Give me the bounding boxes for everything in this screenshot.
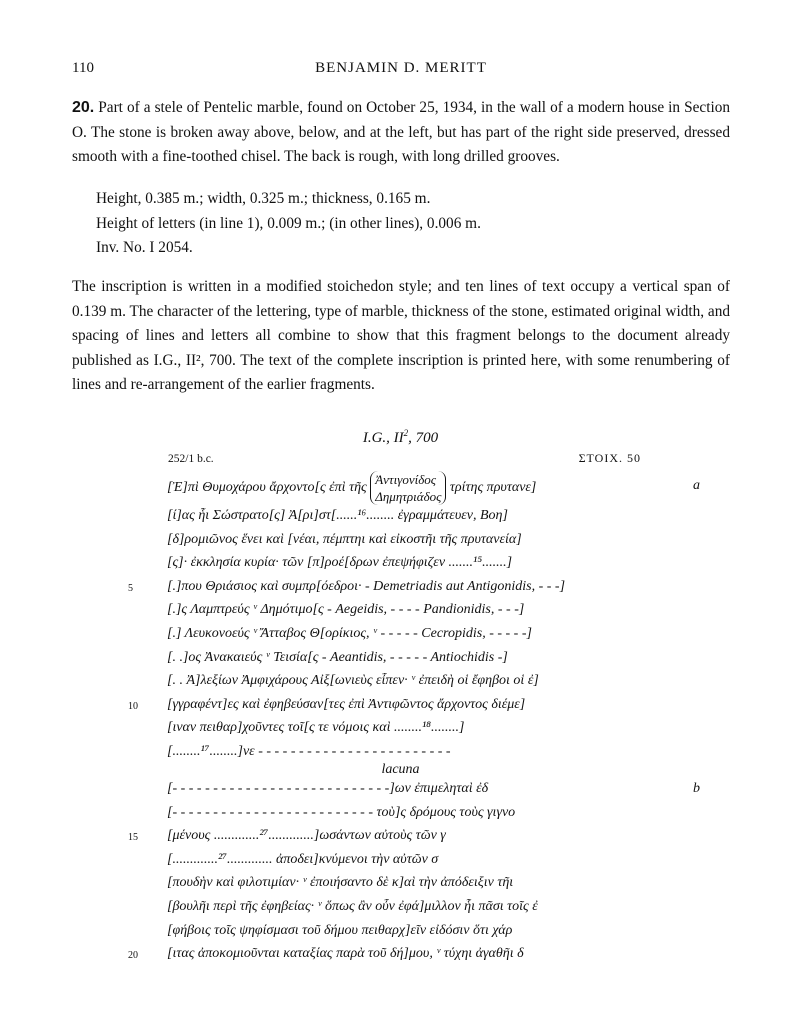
inscription-line: [μένους .............²⁷.............]ωσάντων αὐτοὺς τῶν γ xyxy=(167,828,446,844)
brace-alternatives xyxy=(370,471,446,505)
intro-text: Part of a stele of Pentelic marble, found on October 25, 1934, in the wall of a modern house in Section O. The stone is broken away above, below, and at the left, but has part of the right side preserved, dressed smooth with a fine-toothed chisel. The back is rough, with long drilled grooves. xyxy=(72,99,730,165)
fragment-label: b xyxy=(693,781,700,796)
inscription-line: [βουλῆι περὶ τῆς ἐφηβείας· ᵛ ὅπως ἂν οὖν ἐφά]μιλλον ἧι πᾶσι τοῖς ἐ xyxy=(167,899,538,914)
inscription-line: [........¹⁷........]νε - - - - - - - - - - - - - - - - - - - - - - - - xyxy=(167,744,451,759)
inscription-line: [.]που Θριάσιος καὶ συμπρ[όεδροι· - Demetriadis aut Antigonidis, - - -] xyxy=(167,578,566,594)
inscription-line: [.............²⁷............. ἀποδει]κνύμενοι τὴν αὐτῶν σ xyxy=(167,851,439,867)
discussion-paragraph: The inscription is written in a modified stoichedon style; and ten lines of text occupy a vertical span of 0.139 m. The character of the lettering, type of marble, thickness of the stone, estimated original width, and spacing of lines and letters all combine to show that this fragment belongs to the document already published as I.G., II², 700. The text of the complete inscription is printed here, with some renumbering of lines and re-arrangement of the earlier fragments. xyxy=(72,278,730,393)
inscription-line: [ιναν πειθαρ]χοῦντες τοῖ[ς τε νόμοις καὶ ........¹⁸........] xyxy=(167,720,465,736)
measurement-inventory: Inv. No. I 2054. xyxy=(96,239,193,256)
page-header xyxy=(72,60,730,82)
measurement-dimensions: Height, 0.385 m.; width, 0.325 m.; thickness, 0.165 m. xyxy=(96,190,431,207)
line-number: 5 xyxy=(128,582,133,594)
inscription-date: 252/1 b.c. xyxy=(168,453,214,465)
inscription-line: [. .]ος Ἀνακαιεύς ᵛ Τεισία[ς - Aeantidis, - - - - - Antiochidis -] xyxy=(167,649,508,665)
inscription-line: [ί]ας ἧι Σώστρατο[ς] Ἀ[ρι]στ[......¹⁶........ ἐγραμμάτευεν, Βοη] xyxy=(167,508,508,523)
inscription-line: [πουδὴν καὶ φιλοτιμίαν· ᵛ ἐποιήσαντο δὲ κ]αὶ τὴν ἀπόδειξιν τῆι xyxy=(167,875,514,891)
line-number: 10 xyxy=(128,700,138,712)
brace-top: Ἀντιγονίδος xyxy=(375,471,437,487)
inscription-line: [δ]ρομιῶνος ἕνει καὶ [νέαι, πέμπτηι καὶ εἰκοστῆι τῆς πρυτανεία] xyxy=(167,531,522,547)
inscription-title xyxy=(0,428,801,447)
inscription-line: [γγραφέντ]ες καὶ ἐφηβεύσαν[τες ἐπὶ Ἀντιφῶντος ἄρχοντος διέμε] xyxy=(167,696,526,712)
line-number: 20 xyxy=(128,950,138,962)
inscription-line: [φήβοις τοῖς ψηφίσμασι τοῦ δήμου πειθαρχ]εῖν εἰδόσιν ὅτι χάρ xyxy=(167,922,513,938)
title-superscript: 2 xyxy=(403,428,409,438)
title-end: , 700 xyxy=(408,430,439,446)
line1-end: τρίτης πρυτανε] xyxy=(449,480,537,495)
fragment-a-label: a xyxy=(693,478,700,493)
intro-paragraph xyxy=(72,96,730,170)
inscription-line-1 xyxy=(167,470,642,506)
inscription-line: [. . Ἀ]λεξίων Ἀμφιχάρους Αἰξ[ωνιεὺς εἶπεν· ᵛ ἐπειδὴ οἱ ἔφηβοι οἱ ἐ] xyxy=(167,673,539,689)
title-main: I.G., II xyxy=(362,430,404,446)
page-number: 110 xyxy=(72,60,94,76)
lacuna-label: lacuna xyxy=(381,762,420,777)
running-title: BENJAMIN D. MERITT xyxy=(315,60,487,76)
line1-start: [Ἐ]πὶ Θυμοχάρου ἄρχοντο[ς ἐπὶ τῆς xyxy=(167,480,367,495)
line-number: 15 xyxy=(128,832,138,844)
inscription-line: [- - - - - - - - - - - - - - - - - - - - - - - - - τοὺ]ς δρόμους τοὺς γιγνο xyxy=(167,804,516,820)
inscription-line: [.] Λευκονοεύς ᵛ Ἄτταβος Θ[ορίκιος, ᵛ - - - - - Cecropidis, - - - - -] xyxy=(167,626,532,641)
measurement-letters: Height of letters (in line 1), 0.009 m.; (in other lines), 0.006 m. xyxy=(96,215,481,232)
item-number: 20. xyxy=(72,99,95,116)
stoichedon-label: ΣΤΟΙΧ. 50 xyxy=(578,451,641,465)
inscription-line: [ιτας ἀποκομιοῦνται καταξίας παρὰ τοῦ δή]μου, ᵛ τύχηι ἀγαθῆι δ xyxy=(167,946,524,962)
inscription-line: [- - - - - - - - - - - - - - - - - - - - - - - - - - -]ων ἐπιμεληταὶ ἐδ xyxy=(167,781,489,796)
inscription-line: [.]ς Λαμπτρεύς ᵛ Δημότιμο[ς - Aegeidis, - - - - Pandionidis, - - -] xyxy=(167,602,525,618)
inscription-line: [ς]· ἐκκλησία κυρία· τῶν [π]ροέ[δρων ἐπεψήφιζεν .......¹⁵.......] xyxy=(167,555,513,571)
brace-bottom: Δημητριάδος xyxy=(375,488,442,504)
